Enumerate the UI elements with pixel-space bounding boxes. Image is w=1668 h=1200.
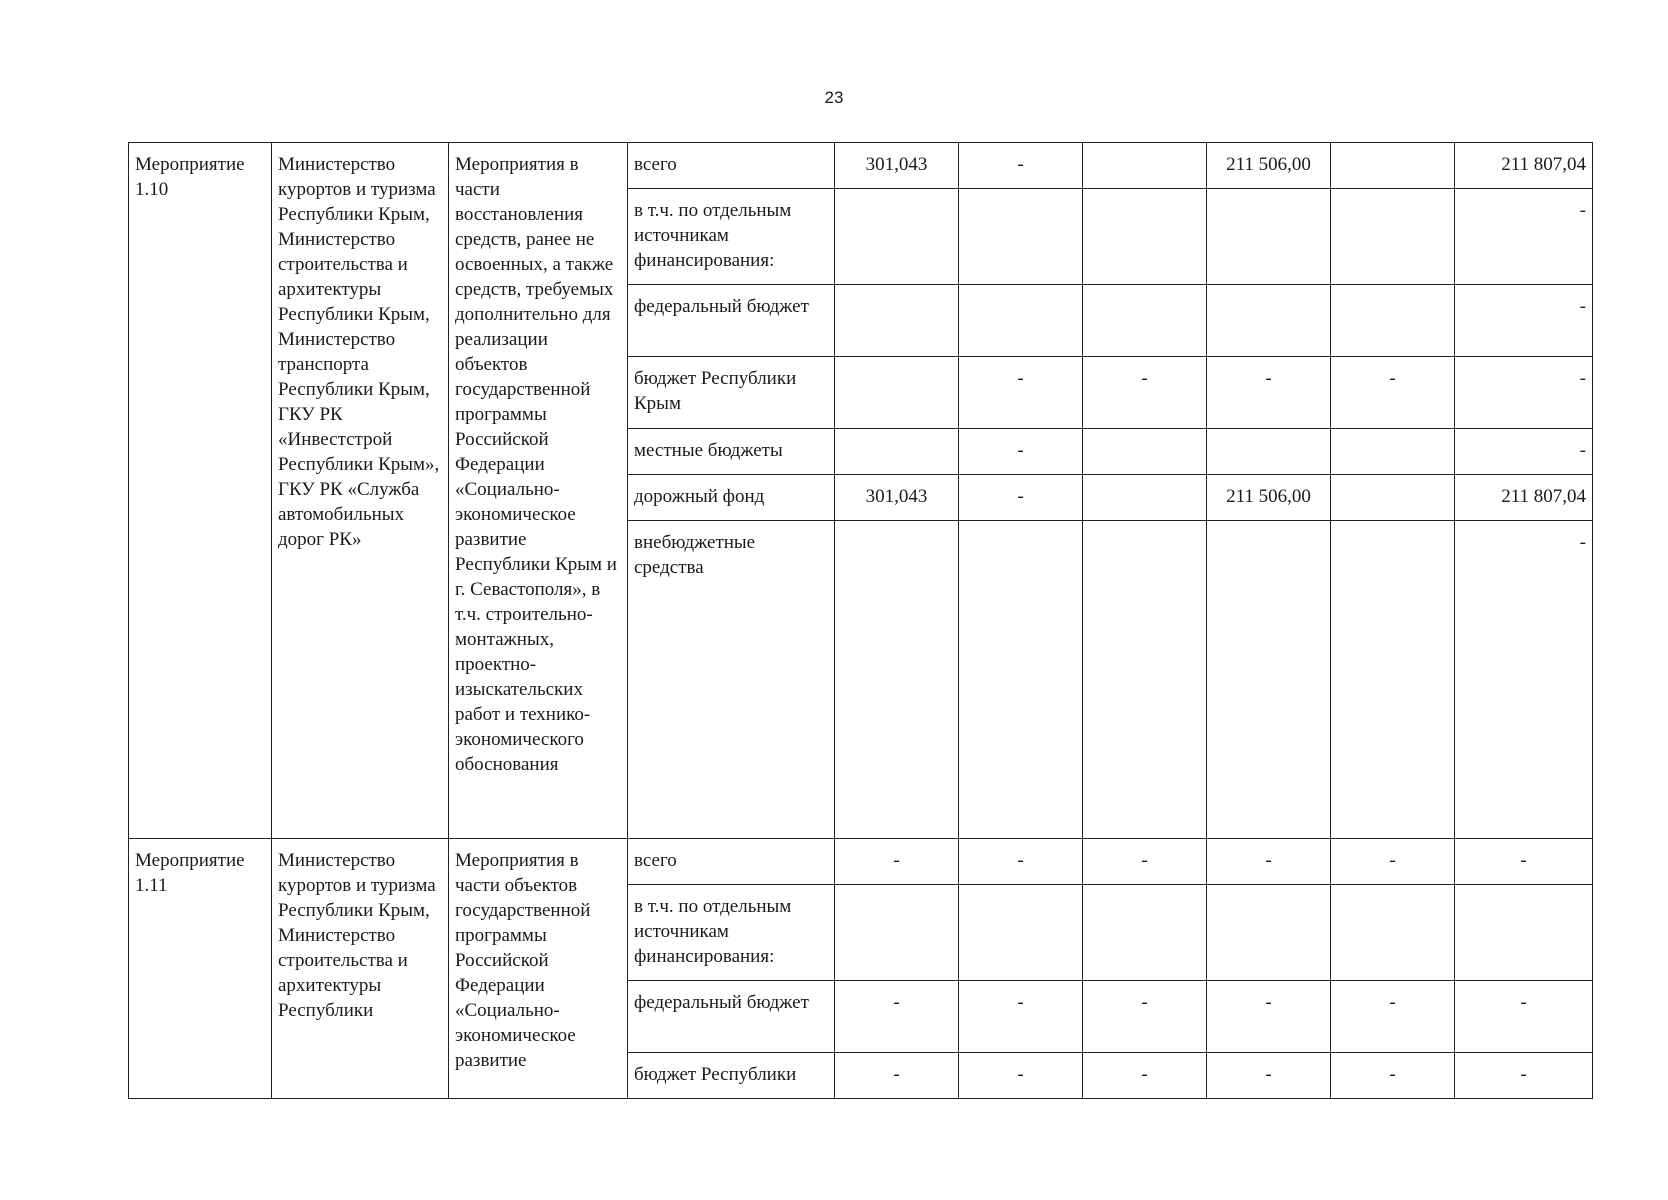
value-cell [835,521,959,839]
total-cell: 211 807,04 [1455,143,1593,189]
source-label: внебюджетные средства [628,521,835,839]
value-cell [1083,429,1207,475]
value-cell [1207,189,1331,285]
value-cell [835,285,959,357]
value-cell [1207,885,1331,981]
value-cell [1083,885,1207,981]
page-number: 23 [824,88,844,107]
total-cell: - [1455,839,1593,885]
event-executor: Министерство курортов и туризма Республики Крым, Министерство строительства и архитектуры Республики Крым, Министерство транспорта Республики Крым, ГКУ РК «Инвестстрой Республики Крым», ГКУ РК «Служба автомобильных дорог РК» [278,154,440,550]
event-description: Мероприятия в части восстановления средств, ранее не освоенных, а также средств, требуемых дополнительно для реализации объектов государственной программы Российской Федерации «Социально-экономическое развитие Республики Крым и г. Севастополя», в т.ч. строительно-монтажных, проектно-изыскательских работ и технико-экономического обоснования [455,154,617,775]
value-cell: - [1083,357,1207,429]
total-cell: - [1455,521,1593,839]
value-cell [959,285,1083,357]
value-cell [1331,475,1455,521]
value-cell: - [1083,981,1207,1053]
event-description-cell [449,143,628,839]
value-cell: - [835,839,959,885]
value-cell [835,357,959,429]
value-cell [1331,885,1455,981]
value-cell: - [959,143,1083,189]
value-cell [1331,429,1455,475]
total-cell [1455,885,1593,981]
value-cell [1083,285,1207,357]
value-cell: - [1083,1053,1207,1099]
event-code-cell [129,143,272,839]
value-cell: - [835,981,959,1053]
value-cell [1083,189,1207,285]
value-cell: - [835,1053,959,1099]
source-label: дорожный фонд [628,475,835,521]
value-cell: 211 506,00 [1207,143,1331,189]
value-cell: - [959,839,1083,885]
table-row [129,143,1593,189]
event-description-cell [449,839,628,1099]
value-cell [1083,521,1207,839]
value-cell: - [1331,839,1455,885]
table-row [129,839,1593,885]
total-cell: - [1455,1053,1593,1099]
value-cell [835,429,959,475]
value-cell: - [1207,1053,1331,1099]
value-cell [1083,475,1207,521]
event-description: Мероприятия в части объектов государственной программы Российской Федерации «Социально-экономическое развитие [455,850,591,1071]
total-cell: 211 807,04 [1455,475,1593,521]
value-cell: - [1207,981,1331,1053]
value-cell [959,521,1083,839]
value-cell [1331,143,1455,189]
value-cell [1331,189,1455,285]
source-label: федеральный бюджет [628,981,835,1053]
source-label: бюджет Республики [628,1053,835,1099]
value-cell [959,885,1083,981]
total-cell: - [1455,429,1593,475]
source-label: бюджет Республики Крым [628,357,835,429]
value-cell: - [1207,839,1331,885]
value-cell: - [1083,839,1207,885]
financing-table [128,142,1593,1099]
event-executor-cell [272,839,449,1099]
value-cell: - [959,475,1083,521]
value-cell: - [959,357,1083,429]
value-cell: 211 506,00 [1207,475,1331,521]
value-cell: - [959,1053,1083,1099]
event-executor-cell [272,143,449,839]
value-cell: - [1331,981,1455,1053]
value-cell [1207,429,1331,475]
value-cell [1331,521,1455,839]
value-cell: - [1331,357,1455,429]
value-cell: - [1331,1053,1455,1099]
value-cell: - [959,429,1083,475]
source-label: в т.ч. по отдельным источникам финансирования: [628,885,835,981]
value-cell [835,885,959,981]
value-cell [1083,143,1207,189]
event-code: Мероприятие 1.11 [135,850,245,896]
event-code: Мероприятие 1.10 [135,154,245,200]
total-cell: - [1455,189,1593,285]
value-cell: - [1207,357,1331,429]
value-cell: 301,043 [835,143,959,189]
source-label: всего [628,143,835,189]
value-cell [835,189,959,285]
source-label: федеральный бюджет [628,285,835,357]
total-cell: - [1455,981,1593,1053]
value-cell [959,189,1083,285]
value-cell: - [959,981,1083,1053]
value-cell [1207,285,1331,357]
value-cell [1207,521,1331,839]
event-code-cell [129,839,272,1099]
value-cell: 301,043 [835,475,959,521]
event-executor: Министерство курортов и туризма Республики Крым, Министерство строительства и архитектуры Республики [278,850,436,1021]
total-cell: - [1455,285,1593,357]
source-label: местные бюджеты [628,429,835,475]
source-label: всего [628,839,835,885]
source-label: в т.ч. по отдельным источникам финансирования: [628,189,835,285]
value-cell [1331,285,1455,357]
total-cell: - [1455,357,1593,429]
